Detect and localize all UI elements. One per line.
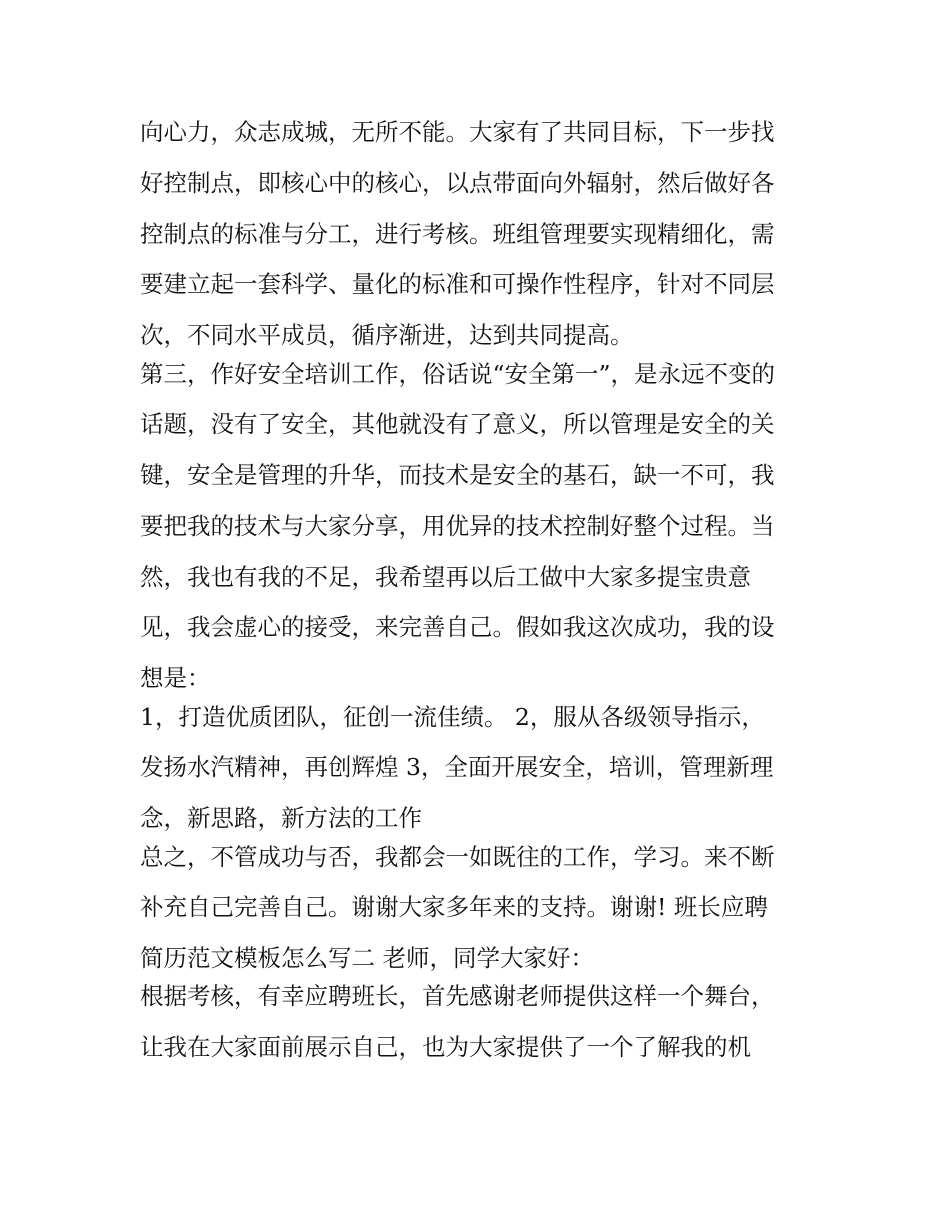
text-line: 发扬水汽精神，再创辉煌 3，全面开展安全，培训，管理新理 bbox=[140, 753, 774, 782]
text-line: 念，新思路，新方法的工作 bbox=[140, 804, 422, 833]
document-body bbox=[140, 112, 830, 1067]
text-line: 次，不同水平成员，循序渐进，达到共同提高。 bbox=[140, 321, 634, 350]
text-line: 第三，作好安全培训工作，俗话说“安全第一”，是永远不变的 bbox=[140, 359, 776, 388]
text-line: 向心力，众志成城，无所不能。大家有了共同目标，下一步找 bbox=[140, 118, 775, 146]
text-line: 让我在大家面前展示自己，也为大家提供了一个了解我的机 bbox=[140, 1033, 751, 1062]
text-line: 想是： bbox=[140, 664, 211, 693]
text-line: 简历范文模板怎么写二 老师，同学大家好： bbox=[140, 944, 594, 973]
text-line: 总之，不管成功与否，我都会一如既往的工作，学习。来不断 bbox=[140, 842, 775, 871]
text-line: 要把我的技术与大家分享，用优异的技术控制好整个过程。当 bbox=[140, 511, 775, 540]
text-line: 1，打造优质团队，征创一流佳绩。 2，服从各级领导指示， bbox=[140, 702, 765, 731]
text-line: 好控制点，即核心中的核心，以点带面向外辐射，然后做好各 bbox=[140, 168, 775, 197]
text-line: 补充自己完善自己。谢谢大家多年来的支持。谢谢! 班长应聘 bbox=[140, 893, 768, 922]
text-line: 根据考核，有幸应聘班长，首先感谢老师提供这样一个舞台， bbox=[140, 982, 775, 1011]
text-line: 要建立起一套科学、量化的标准和可操作性程序，针对不同层 bbox=[140, 270, 775, 299]
text-line: 键，安全是管理的升华，而技术是安全的基石，缺一不可，我 bbox=[140, 461, 775, 490]
text-line: 见，我会虚心的接受，来完善自己。假如我这次成功，我的设 bbox=[140, 613, 775, 642]
text-line: 话题，没有了安全，其他就没有了意义，所以管理是安全的关 bbox=[140, 410, 775, 439]
text-line: 然，我也有我的不足，我希望再以后工做中大家多提宝贵意 bbox=[140, 562, 751, 591]
text-line: 控制点的标准与分工，进行考核。班组管理要实现精细化，需 bbox=[140, 219, 775, 248]
